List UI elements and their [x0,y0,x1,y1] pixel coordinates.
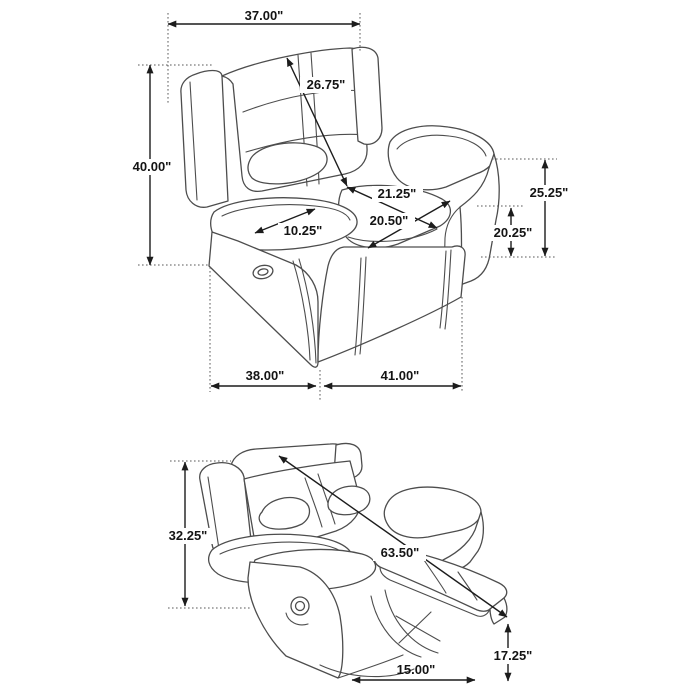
dim-label-arm-width: 10.25" [283,223,323,238]
upright-chair-drawing [181,47,499,367]
dim-footrest-height [487,624,539,681]
dim-label-seat-height: 20.25" [493,225,533,240]
dim-label-reclined-length: 63.50" [380,545,420,560]
reclined-chair-drawing [200,443,507,678]
dim-label-seat-width: 21.25" [377,186,417,201]
dim-label-base-clearance: 15.00" [396,662,436,677]
dim-label-base-depth: 38.00" [245,368,285,383]
dim-label-seat-depth: 20.50" [369,213,409,228]
dim-base-clearance [352,662,475,680]
dim-label-base-width: 41.00" [380,368,420,383]
dim-label-overall-height: 40.00" [132,159,172,174]
dim-label-back-height-diagonal: 26.75" [306,77,346,92]
dim-label-reclined-back-height: 32.25" [168,528,208,543]
dim-label-footrest-height: 17.25" [493,648,533,663]
dim-label-arm-height: 25.25" [529,185,569,200]
dim-label-overall-width: 37.00" [244,8,284,23]
